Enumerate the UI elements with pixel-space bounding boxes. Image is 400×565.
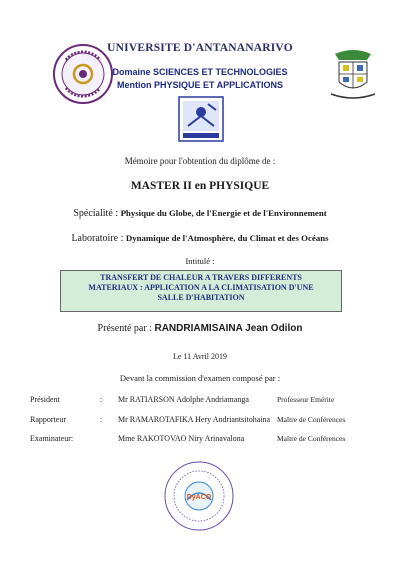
jury-grade: Maître de Conférences: [277, 434, 346, 443]
mention-name: Mention PHYSIQUE ET APPLICATIONS: [116, 80, 283, 90]
thesis-title-box: [60, 270, 342, 312]
memoire-intro: Mémoire pour l'obtention du diplôme de :: [124, 156, 276, 166]
laboratoire-value: Dynamique de l'Atmosphère, du Climat et des Océans: [125, 233, 329, 243]
presented-by-label: Présenté par :: [97, 323, 152, 334]
jury-name: Mr RAMAROTAFIKA Hery Andriantsitohaina: [118, 415, 271, 424]
defense-date: Le 11 Avril 2019: [173, 352, 227, 361]
jury-colon: :: [100, 395, 103, 404]
specialite-line: [0, 208, 400, 219]
dyaco-lab-logo-icon: [163, 460, 235, 532]
laboratoire-label: Laboratoire :: [71, 233, 124, 244]
university-coat-of-arms-icon: [327, 48, 379, 106]
domain-name: Domaine SCIENCES ET TECHNOLOGIES: [112, 67, 288, 77]
intitule-label: Intitulé :: [185, 256, 215, 266]
specialite-label: Spécialité :: [73, 208, 119, 219]
thesis-title-line-2: MATERIAUX : APPLICATION A LA CLIMATISATION D'UNE: [88, 283, 314, 292]
degree-title: MASTER II en PHYSIQUE: [130, 180, 270, 192]
jury-role: Président: [30, 395, 60, 404]
physics-department-logo-icon: [178, 96, 224, 142]
thesis-title-line-1: TRANSFERT DE CHALEUR A TRAVERS DIFFERENTS: [100, 273, 302, 282]
presented-by-line: [0, 323, 400, 334]
dyaco-lab-logo-text: DyACO: [186, 494, 212, 501]
jury-grade: Maître de Conférences: [277, 415, 346, 424]
commission-intro: Devant la commission d'examen composé par :: [119, 373, 281, 383]
laboratoire-line: [0, 233, 400, 244]
university-name: UNIVERSITE D'ANTANANARIVO: [107, 42, 293, 54]
author-name: RANDRIAMISAINA Jean Odilon: [154, 323, 303, 334]
jury-colon: :: [100, 415, 103, 424]
jury-name: Mr RATIARSON Adolphe Andriamanga: [118, 395, 249, 404]
thesis-title-line-3: SALLE D'HABITATION: [157, 293, 245, 302]
jury-role: Examinateur:: [30, 434, 74, 443]
specialite-value: Physique du Globe, de l'Energie et de l'Environnement: [120, 208, 327, 218]
jury-role: Rapporteur: [30, 415, 66, 424]
jury-name: Mme RAKOTOVAO Niry Arinavalona: [118, 434, 245, 443]
jury-grade: Professeur Emérite: [277, 395, 335, 404]
